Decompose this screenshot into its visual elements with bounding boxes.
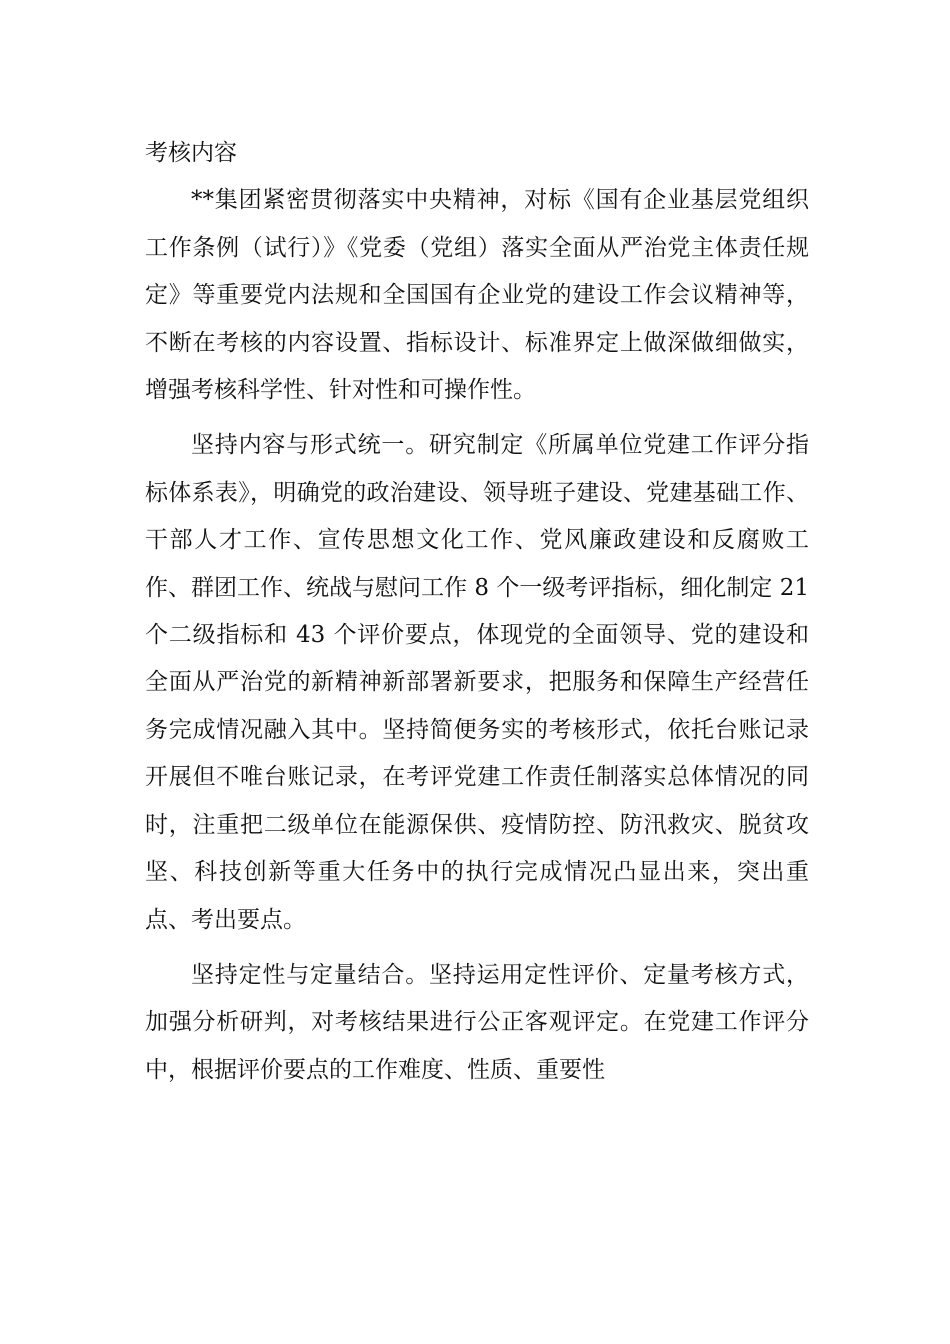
paragraph-content-form: 坚持内容与形式统一。研究制定《所属单位党建工作评分指标体系表》，明确党的政治建设、领导班子建设、党建基础工作、干部人才工作、宣传思想文化工作、党风廉政建设和反腐败工作、群团工作、统战与慰问工作 8 个一级考评指标，细化制定 21 个二级指标和 43 个评价要点，体现党的全面领导、党的建设和全面从严治党的新精神新部署新要求，把服务和保障生产经营任务完成情况融入其中。坚持简便务实的考核形式，依托台账记录开展但不唯台账记录，在考评党建工作责任制落实总体情况的同时，注重把二级单位在能源保供、疫情防控、防汛救灾、脱贫攻坚、科技创新等重大任务中的执行完成情况凸显出来，突出重点、考出要点。 [145,432,809,933]
section-heading: 考核内容 [145,140,237,166]
paragraph-intro: **集团紧密贯彻落实中央精神，对标《国有企业基层党组织工作条例（试行）》《党委（党组）落实全面从严治党主体责任规定》等重要党内法规和全国国有企业党的建设工作会议精神等，不断在考核的内容设置、指标设计、标准界定上做深做细做实，增强考核科学性、针对性和可操作性。 [145,187,809,404]
document-body [145,130,809,1094]
paragraph-qualitative-quantitative: 坚持定性与定量结合。坚持运用定性评价、定量考核方式，加强分析研判，对考核结果进行公正客观评定。在党建工作评分中，根据评价要点的工作难度、性质、重要性 [145,961,809,1083]
